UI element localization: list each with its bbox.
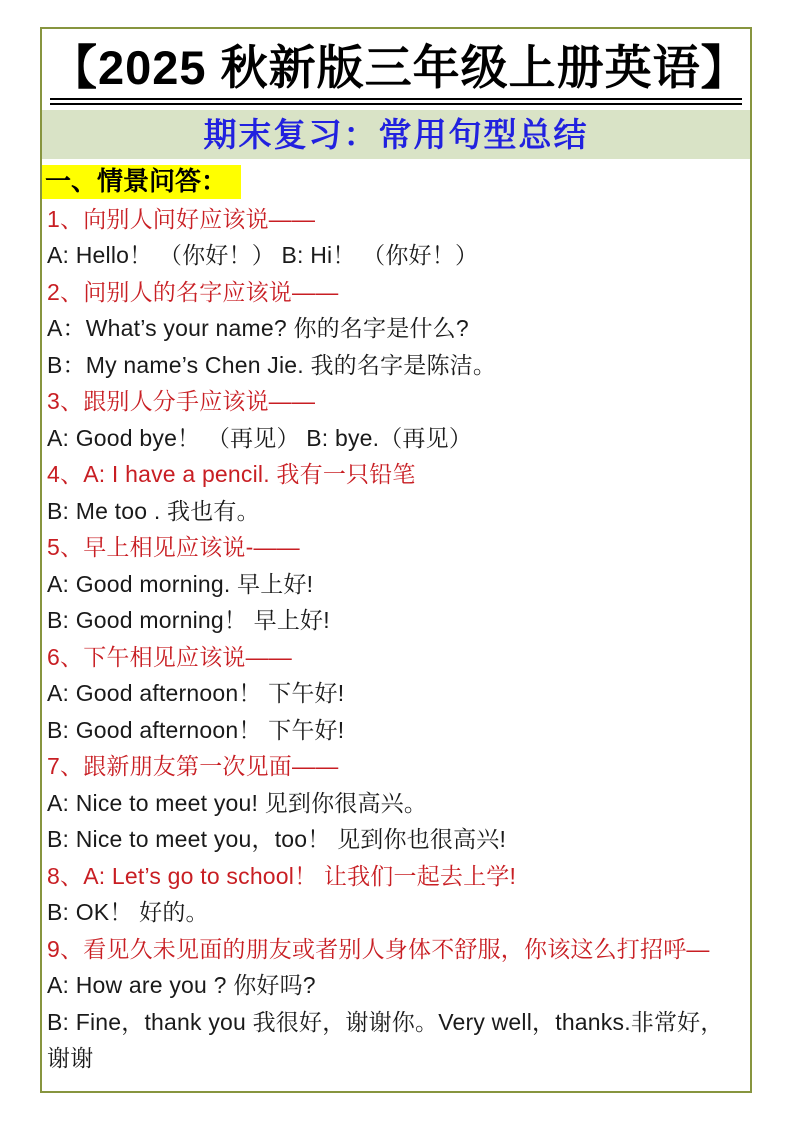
qa-line: B: Good morning！ 早上好!: [47, 607, 330, 634]
qa-line: B: Me too . 我也有。: [47, 497, 260, 524]
section-header-qa: 一、情景问答：: [42, 165, 241, 199]
qa-line: A: Hello！ （你好！） B: Hi！ （你好！）: [47, 242, 479, 269]
document-title: 【2025 秋新版三年级上册英语】: [50, 41, 742, 105]
qa-line: 5、早上相见应该说-——: [47, 534, 300, 561]
qa-line: A: How are you ? 你好吗?: [47, 972, 316, 999]
qa-line: 2、问别人的名字应该说——: [47, 278, 339, 305]
qa-line: B: Good afternoon！ 下午好!: [47, 716, 345, 743]
qa-line: A：What’s your name? 你的名字是什么?: [47, 315, 469, 342]
qa-line: 7、跟新朋友第一次见面——: [47, 753, 339, 780]
qa-line: B: OK！ 好的。: [47, 899, 209, 926]
qa-line: 3、跟别人分手应该说——: [47, 388, 316, 415]
qa-list: [47, 201, 742, 1077]
qa-line: 8、A: Let’s go to school！ 让我们一起去上学!: [47, 862, 517, 889]
bordered-sheet: [40, 27, 752, 1093]
qa-line: 6、下午相见应该说——: [47, 643, 292, 670]
qa-line: B：My name’s Chen Jie. 我的名字是陈洁。: [47, 351, 497, 378]
qa-line: B: Nice to meet you，too！ 见到你也很高兴!: [47, 826, 507, 853]
qa-line: A: Nice to meet you! 见到你很高兴。: [47, 789, 428, 816]
qa-line: 1、向别人问好应该说——: [47, 205, 316, 232]
qa-line: B: Fine，thank you 我很好，谢谢你。Very well，thanks.非常好，谢谢: [47, 1008, 724, 1072]
qa-line: A: Good bye！ （再见） B: bye.（再见）: [47, 424, 473, 451]
qa-line: 4、A: I have a pencil. 我有一只铅笔: [47, 461, 416, 488]
qa-line: 9、看见久未见面的朋友或者别人身体不舒服，你该这么打招呼—: [47, 935, 710, 962]
qa-line: A: Good afternoon！ 下午好!: [47, 680, 345, 707]
qa-line: A: Good morning. 早上好!: [47, 570, 314, 597]
document-subtitle: 期末复习：常用句型总结: [42, 110, 750, 159]
